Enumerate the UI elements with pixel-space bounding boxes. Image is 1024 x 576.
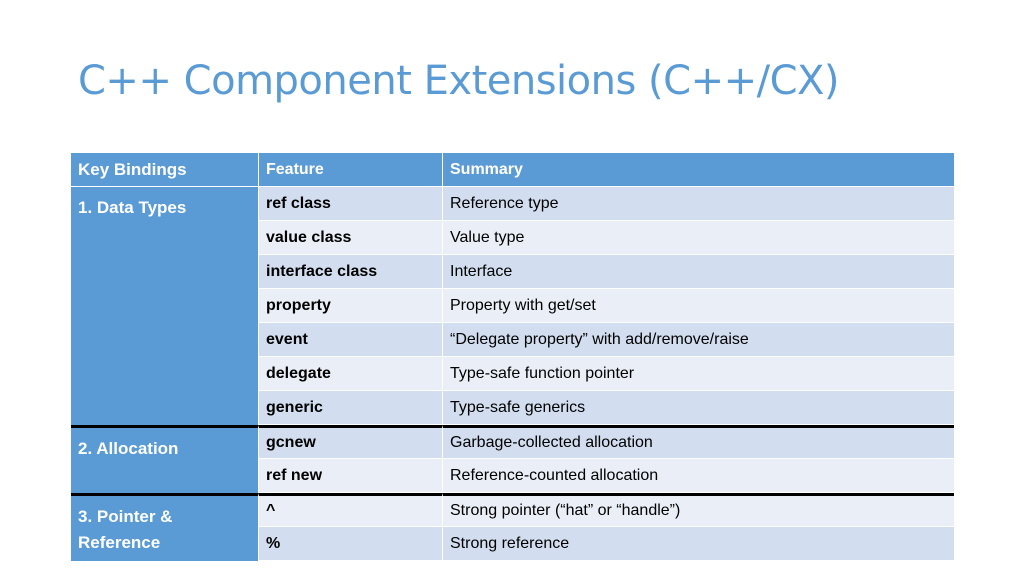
- header-summary: Summary: [443, 153, 954, 187]
- group-key-pointer-reference: 3. Pointer & Reference: [71, 493, 258, 561]
- table-cell-summary: Type-safe generics: [443, 391, 954, 425]
- slide-title: C++ Component Extensions (C++/CX): [78, 58, 840, 104]
- table-cell-summary: Interface: [443, 255, 954, 289]
- table-cell-feature: delegate: [258, 357, 443, 391]
- table-cell-feature: ^: [258, 493, 443, 527]
- table-cell-feature: value class: [258, 221, 443, 255]
- table-cell-summary: Garbage-collected allocation: [443, 425, 954, 459]
- table-cell-feature: ref new: [258, 459, 443, 493]
- group-key-data-types: 1. Data Types: [71, 187, 258, 425]
- table-cell-feature: generic: [258, 391, 443, 425]
- header-feature: Feature: [258, 153, 443, 187]
- group-key-allocation: 2. Allocation: [71, 425, 258, 493]
- table-cell-summary: Value type: [443, 221, 954, 255]
- table-cell-feature: property: [258, 289, 443, 323]
- header-key-bindings: Key Bindings: [71, 153, 258, 187]
- table-cell-summary: Reference-counted allocation: [443, 459, 954, 493]
- table-cell-feature: %: [258, 527, 443, 561]
- table-cell-feature: gcnew: [258, 425, 443, 459]
- table-cell-feature: event: [258, 323, 443, 357]
- table-cell-summary: “Delegate property” with add/remove/raise: [443, 323, 954, 357]
- table-cell-feature: ref class: [258, 187, 443, 221]
- table-cell-summary: Reference type: [443, 187, 954, 221]
- table-cell-feature: interface class: [258, 255, 443, 289]
- table-cell-summary: Strong reference: [443, 527, 954, 561]
- table-cell-summary: Strong pointer (“hat” or “handle”): [443, 493, 954, 527]
- bindings-table: [71, 153, 954, 561]
- table-cell-summary: Property with get/set: [443, 289, 954, 323]
- table-cell-summary: Type-safe function pointer: [443, 357, 954, 391]
